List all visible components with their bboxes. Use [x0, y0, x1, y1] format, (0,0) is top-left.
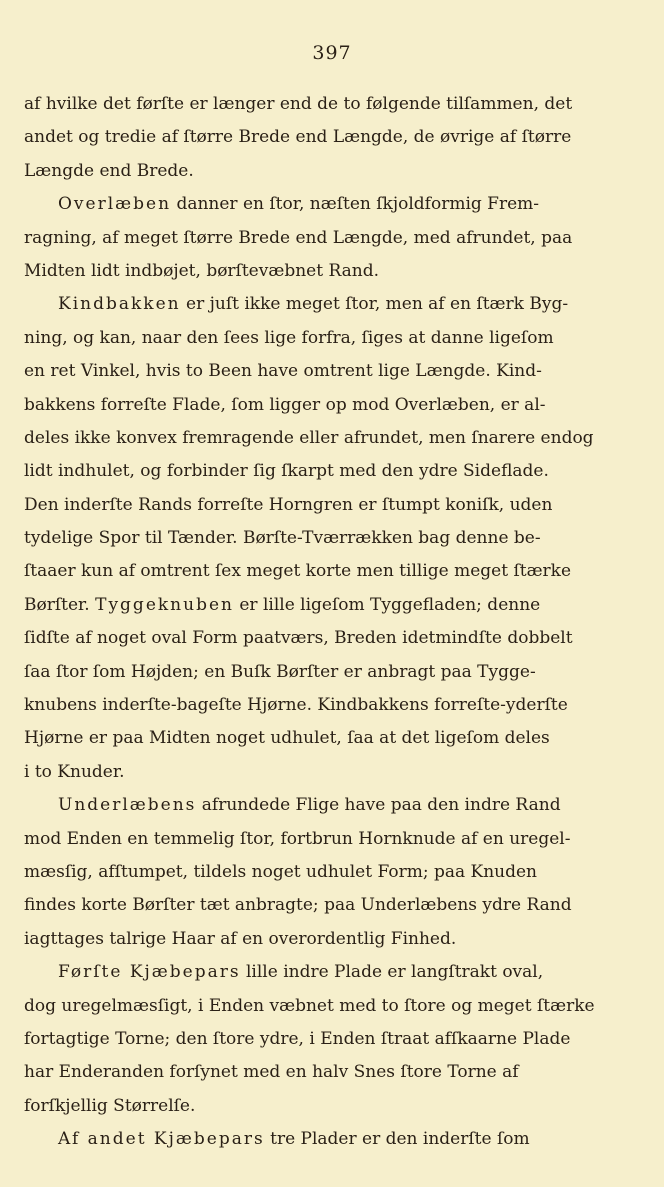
- spaced-term: Af andet Kjæbepars: [58, 1129, 265, 1150]
- text-line: [24, 689, 656, 722]
- text-run: ſidſte af noget oval Form paatværs, Breden idetmindſte dobbelt: [24, 628, 573, 649]
- text-line: [24, 789, 656, 822]
- text-line: [24, 255, 656, 288]
- text-run: lille indre Plade er langſtrakt oval,: [240, 962, 544, 983]
- text-run: danner en ſtor, næſten ſkjoldformig Frem-: [171, 194, 540, 215]
- text-run: afrundede Flige have paa den indre Rand: [196, 795, 561, 816]
- text-line: [24, 389, 656, 422]
- text-line: [24, 188, 656, 221]
- text-run: Børſter.: [24, 594, 96, 615]
- text-line: [24, 288, 656, 321]
- text-run: iagttages talrige Haar af en overordentlig Finhed.: [24, 928, 457, 949]
- text-run: lidt indhulet, og forbinder ſig ſkarpt med den ydre Sideflade.: [24, 461, 549, 482]
- text-run: findes korte Børſter tæt anbragte; paa Underlæbens ydre Rand: [24, 895, 572, 916]
- text-line: [24, 1123, 656, 1156]
- text-line: [24, 121, 656, 154]
- text-line: [24, 656, 656, 689]
- text-line: [24, 722, 656, 755]
- text-line: [24, 155, 656, 188]
- text-line: [24, 422, 656, 455]
- text-line: [24, 622, 656, 655]
- text-line: [24, 1023, 656, 1056]
- text-run: ragning, af meget ſtørre Brede end Længde, med afrundet, paa: [24, 227, 573, 248]
- text-run: har Enderanden forſynet med en halv Snes ſtore Torne af: [24, 1062, 519, 1083]
- text-run: er lille ligeſom Tyggefladen; denne: [233, 594, 541, 615]
- text-line: [24, 455, 656, 488]
- text-line: [24, 589, 656, 622]
- text-run: Midten lidt indbøjet, børſtevæbnet Rand.: [24, 260, 380, 281]
- text-line: [24, 1056, 656, 1089]
- text-run: mod Enden en temmelig ſtor, fortbrun Hornknude af en uregel-: [24, 828, 571, 849]
- text-run: er juſt ikke meget ſtor, men af en ſtærk Byg-: [180, 294, 569, 315]
- body-text: [24, 88, 656, 1157]
- text-run: knubens inderſte-bageſte Hjørne. Kindbakkens forreſte-yderſte: [24, 695, 568, 716]
- text-run: Længde end Brede.: [24, 160, 194, 181]
- text-line: [24, 222, 656, 255]
- text-line: [24, 522, 656, 555]
- text-line: [24, 355, 656, 388]
- text-run: ning, og kan, naar den ſees lige forfra, ſiges at danne ligeſom: [24, 327, 554, 348]
- text-line: [24, 956, 656, 989]
- spaced-term: Førſte Kjæbepars: [58, 962, 241, 983]
- text-run: Hjørne er paa Midten noget udhulet, ſaa at det ligeſom deles: [24, 728, 550, 749]
- text-run: andet og tredie af ſtørre Brede end Længde, de øvrige af ſtørre: [24, 127, 572, 148]
- text-line: [24, 88, 656, 121]
- text-run: mæsſig, afſtumpet, tildels noget udhulet Form; paa Knuden: [24, 861, 538, 882]
- text-line: [24, 555, 656, 588]
- spaced-term: Kindbakken: [58, 294, 181, 315]
- text-run: tre Plader er den inderſte ſom: [264, 1129, 530, 1150]
- text-run: dog uregelmæsſigt, i Enden væbnet med to ſtore og meget ſtærke: [24, 995, 595, 1016]
- spaced-term: Tyggeknuben: [95, 594, 234, 615]
- text-line: [24, 1090, 656, 1123]
- text-line: [24, 923, 656, 956]
- text-run: bakkens forreſte Flade, ſom ligger op mod Overlæben, er al-: [24, 394, 546, 415]
- text-run: Den inderſte Rands forreſte Horngren er ſtumpt koniſk, uden: [24, 494, 553, 515]
- text-line: [24, 889, 656, 922]
- text-run: deles ikke konvex fremragende eller afrundet, men ſnarere endog: [24, 427, 594, 448]
- spaced-term: Overlæben: [58, 194, 172, 215]
- text-run: i to Knuder.: [24, 761, 125, 782]
- text-run: forſkjellig Størrelſe.: [24, 1095, 196, 1116]
- text-run: ſaa ſtor ſom Højden; en Buſk Børſter er anbragt paa Tygge-: [24, 661, 536, 682]
- text-run: fortagtige Torne; den ſtore ydre, i Enden ſtraat afſkaarne Plade: [24, 1028, 571, 1049]
- text-line: [24, 823, 656, 856]
- text-line: [24, 990, 656, 1023]
- page-number: 397: [312, 42, 352, 64]
- text-run: af hvilke det førſte er længer end de to følgende tilſammen, det: [24, 94, 573, 114]
- text-line: [24, 856, 656, 889]
- text-line: [24, 489, 656, 522]
- text-line: [24, 756, 656, 789]
- text-line: [24, 322, 656, 355]
- text-run: en ret Vinkel, hvis to Been have omtrent lige Længde. Kind-: [24, 361, 542, 382]
- text-run: ſtaaer kun af omtrent ſex meget korte men tillige meget ſtærke: [24, 561, 572, 582]
- text-run: tydelige Spor til Tænder. Børſte-Tværrækken bag denne be-: [24, 528, 541, 549]
- spaced-term: Underlæbens: [58, 795, 197, 816]
